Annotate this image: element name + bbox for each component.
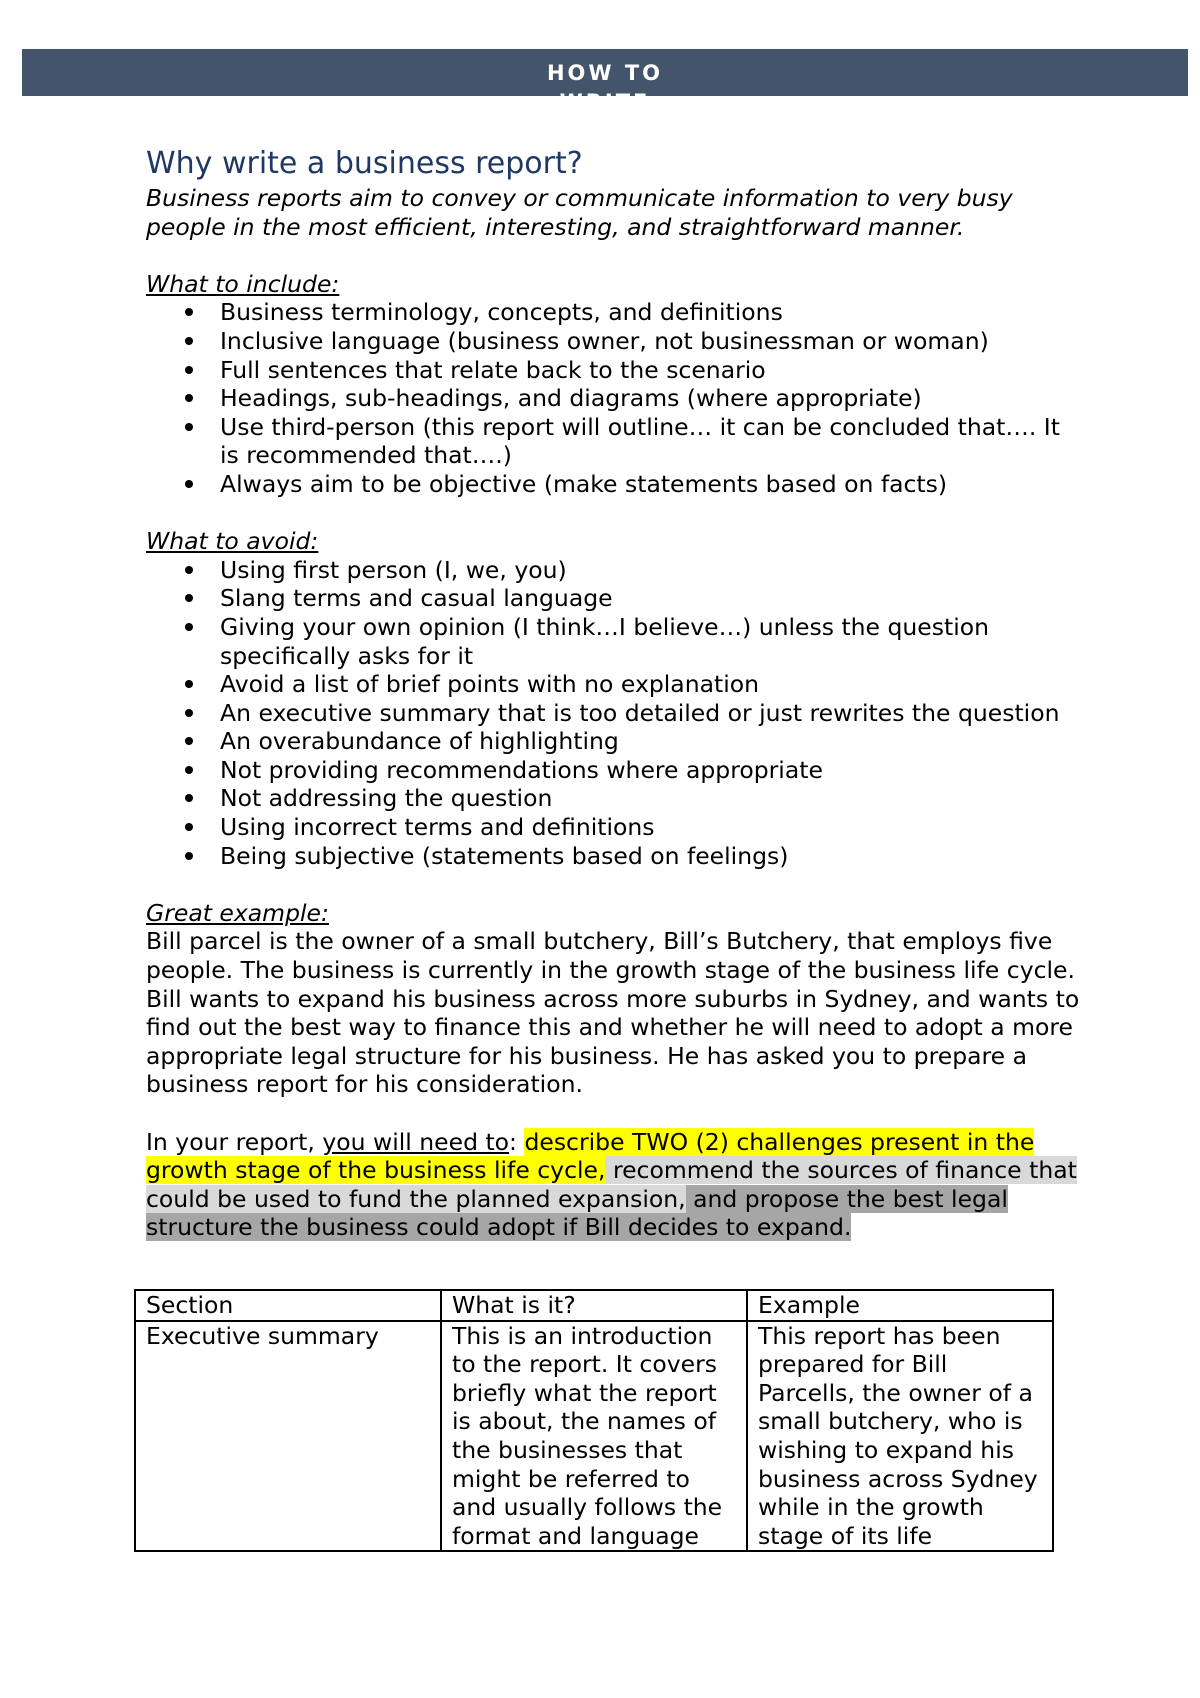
include-heading: What to include: [146,269,340,298]
table-cell [441,1321,747,1551]
document-body [146,144,1086,1271]
table-cell [135,1321,441,1551]
list-item: Business terminology, concepts, and definitions [220,298,1086,327]
list-item: Always aim to be objective (make statements based on facts) [220,470,1086,499]
table-row [135,1321,1053,1551]
list-item: Headings, sub-headings, and diagrams (where appropriate) [220,384,1086,413]
list-item: Full sentences that relate back to the scenario [220,356,1086,385]
page-title: Why write a business report? [146,146,583,181]
task-part-legal: and propose the best legal structure the business could adopt if Bill decides to expand. [146,1184,1008,1242]
table-header-cell: Section [135,1290,441,1321]
list-item: Use third-person (this report will outline… it can be concluded that…. It is recommended that….) [220,413,1086,470]
header-banner [22,49,1188,143]
list-item: Using first person (I, we, you) [220,556,1086,585]
cell-section: Executive summary [146,1321,379,1350]
list-item: Avoid a list of brief points with no explanation [220,670,1086,699]
example-paragraph: Bill parcel is the owner of a small butchery, Bill’s Butchery, that employs five people. The business is currently in the growth stage of the business life cycle. Bill wants to expand his business across more suburbs in Sydney, and wants to find out the best way to finance this and whether he will need to adopt a more appropriate legal structure for his business. He has asked you to prepare a business report for his consideration. [146,927,1080,1099]
table-header-cell: Example [747,1290,1053,1321]
task-part-finance: recommend the sources of finance that could be used to fund the planned expansion, [146,1156,1077,1213]
avoid-heading: What to avoid: [146,527,319,556]
include-list [146,298,1086,498]
list-item: Giving your own opinion (I think…I believe…) unless the question specifically asks for it [220,613,1086,670]
task-paragraph [146,1128,1086,1242]
example-heading: Great example: [146,898,329,927]
cell-what: This is an introduction to the report. It covers briefly what the report is about, the names of the businesses that might be referred to and usually follows the format and language [452,1321,723,1550]
list-item: Being subjective (statements based on feelings) [220,842,1086,871]
task-prefix: In your report, [146,1127,323,1156]
banner-title: HOW TO WRITE A [546,61,664,143]
list-item: Inclusive language (business owner, not businessman or woman) [220,327,1086,356]
table-header-cell: What is it? [441,1290,747,1321]
list-item: Using incorrect terms and definitions [220,813,1086,842]
task-colon: : [509,1127,525,1156]
cell-example: This report has been prepared for Bill Parcells, the owner of a small butchery, who is wishing to expand his business across Sydney while in the growth stage of its life [758,1321,1038,1550]
task-part-challenges: describe TWO (2) challenges present in the growth stage of the business life cycle, [146,1127,1035,1185]
list-item: Not providing recommendations where appropriate [220,756,1086,785]
report-sections-table [134,1289,1054,1552]
avoid-list [146,556,1086,871]
intro-paragraph: Business reports aim to convey or communicate information to very busy people in the most efficient, interesting, and straightforward manner. [146,184,1013,241]
list-item: An executive summary that is too detailed or just rewrites the question [220,699,1086,728]
list-item: An overabundance of highlighting [220,727,1086,756]
table-cell [747,1321,1053,1551]
task-need: you will need to [322,1127,510,1156]
table-header-row [135,1290,1053,1321]
list-item: Slang terms and casual language [220,584,1086,613]
list-item: Not addressing the question [220,784,1086,813]
